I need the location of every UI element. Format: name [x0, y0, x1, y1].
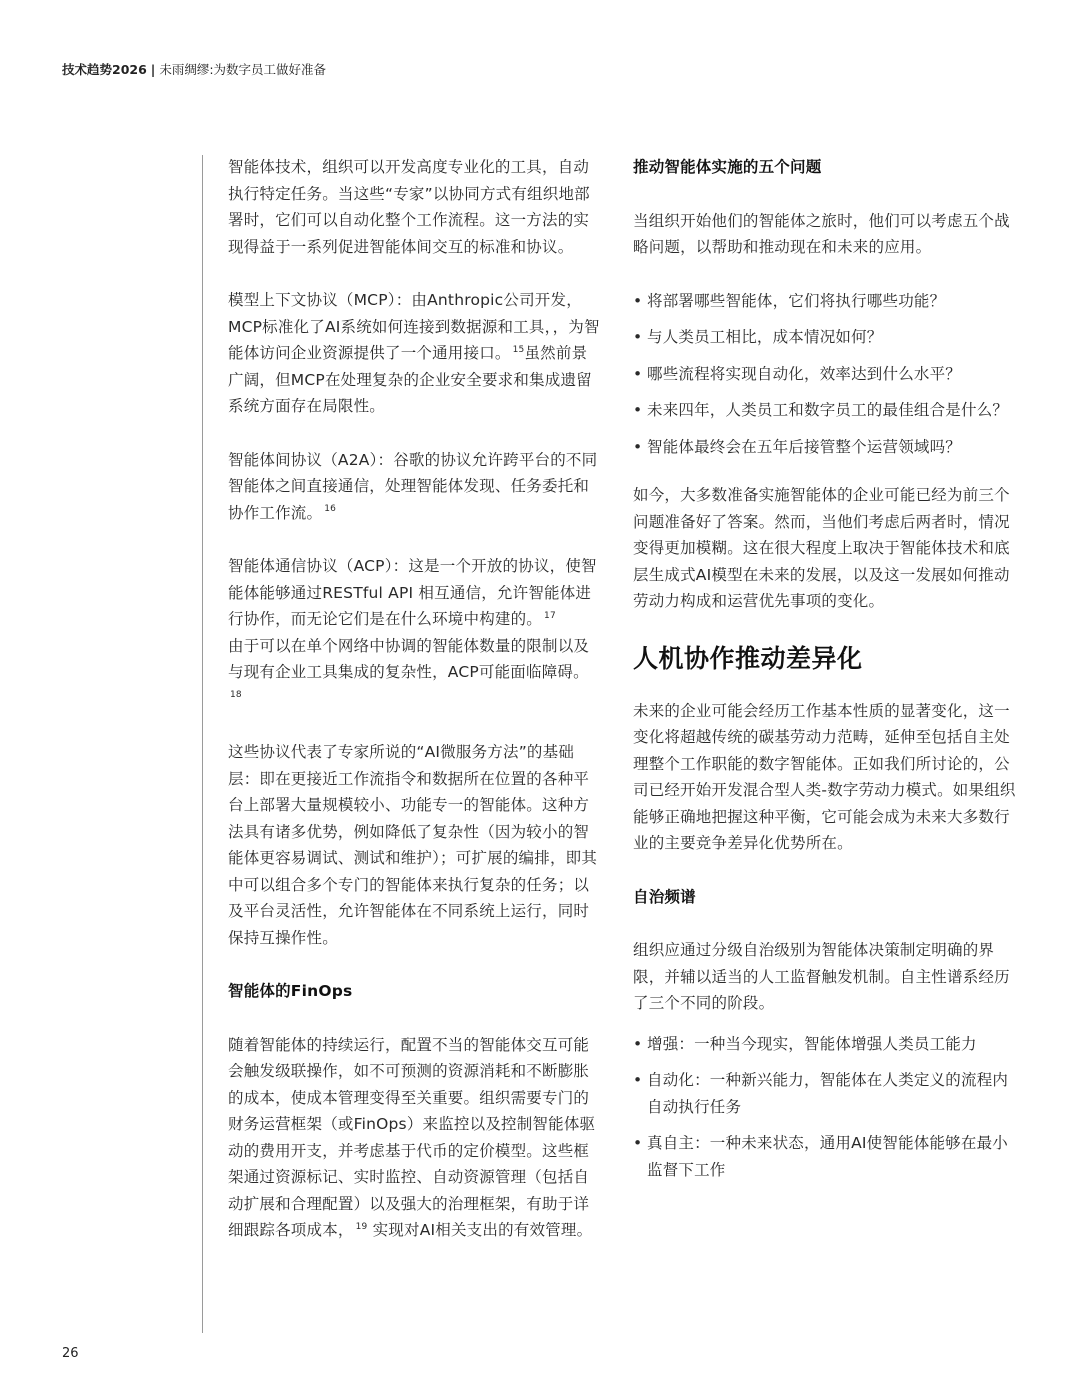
stages-list: [633, 1031, 1019, 1184]
section-heading: 人机协作推动差异化: [633, 643, 863, 673]
right-column: [633, 154, 1019, 1205]
footnote-ref[interactable]: 18: [230, 690, 242, 701]
left-column: [228, 154, 600, 1271]
column-rule: [202, 155, 203, 1333]
list-item: • 未来四年，人类员工和数字员工的最佳组合是什么？: [633, 397, 1019, 424]
paragraph-finops: 随着智能体的持续运行，配置不当的智能体交互可能会触发级联操作，如不可预测的资源消耗和不断膨胀的成本，使成本管理变得至关重要。组织需要专门的财务运营框架（或FinOps）来监控以及控制智能体驱动的费用开支，并考虑基于代币的定价模型。这些框架通过资源标记、实时监控、自动资源管理（包括自动扩展和合理配置）以及强大的治理框架，有助于详细跟踪各项成本， $^{19}$ 实现对AI相关支出的有效管理。: [228, 1035, 596, 1239]
list-item: • 增强：一种当今现实，智能体增强人类员工能力: [633, 1031, 1019, 1058]
footnote-ref[interactable]: 16: [324, 504, 337, 515]
paragraph: 智能体技术，组织可以开发高度专业化的工具，自动执行特定任务。当这些“专家”以协同方式有组织地部署时，它们可以自动化整个工作流程。这一方法的实现得益于一系列促进智能体间交互的标准和协议。: [228, 158, 590, 256]
questions-list: [633, 288, 1019, 461]
paragraph-mcp: 模型上下文协议（MCP）：由Anthropic公司开发，MCP标准化了AI系统如何连接到数据源和工具，，为智能体访问企业资源提供了一个通用接口。 $^{15}$虽然前景广阔，但MCP在处理复杂的企业安全要求和集成遗留系统方面存在局限性。: [228, 291, 600, 415]
series-title: 技术趋势2026: [62, 62, 147, 77]
heading-autonomy-spectrum: 自治频谱: [633, 887, 696, 906]
page-number: 26: [62, 1346, 79, 1361]
header-separator: |: [150, 62, 156, 77]
paragraph: 组织应通过分级自治级别为智能体决策制定明确的界限，并辅以适当的人工监督触发机制。自主性谱系经历了三个不同的阶段。: [633, 941, 1010, 1012]
header-subtitle: 未雨绸缪:为数字员工做好准备: [159, 62, 327, 77]
heading-finops: 智能体的FinOps: [228, 982, 353, 1000]
footnote-ref[interactable]: 15: [512, 344, 525, 355]
list-item: • 自动化：一种新兴能力，智能体在人类定义的流程内自动执行任务: [633, 1067, 1019, 1120]
paragraph: 如今，大多数准备实施智能体的企业可能已经为前三个问题准备好了答案。然而，当他们考虑后两者时，情况变得更加模糊。这在很大程度上取决于智能体技术和底层生成式AI模型在未来的发展，以及这一发展如何推动劳动力构成和运营优先事项的变化。: [633, 486, 1010, 610]
paragraph-acp: 智能体通信协议（ACP）：这是一个开放的协议，使智能体能够通过RESTful API 相互通信，允许智能体进行协作，而无论它们是在什么环境中构建的。 $^{17}$ 由于可以在单个网络中协调的智能体数量的限制以及与现有企业工具集成的复杂性，ACP可能面临障碍。$^{18}$: [228, 557, 597, 701]
list-item: • 与人类员工相比，成本情况如何？: [633, 324, 1019, 351]
paragraph: 当组织开始他们的智能体之旅时，他们可以考虑五个战略问题，以帮助和推动现在和未来的应用。: [633, 211, 1010, 256]
paragraph-a2a: 智能体间协议（A2A）：谷歌的协议允许跨平台的不同智能体之间直接通信，处理智能体发现、任务委托和协作工作流。 $^{16}$: [228, 450, 598, 522]
footnote-ref[interactable]: 17: [544, 610, 556, 621]
list-item: • 真自主：一种未来状态，通用AI使智能体能够在最小监督下工作: [633, 1130, 1019, 1183]
list-item: • 将部署哪些智能体，它们将执行哪些功能？: [633, 288, 1019, 315]
running-header: [62, 60, 326, 78]
footnote-ref[interactable]: 19: [355, 1221, 368, 1232]
list-item: • 哪些流程将实现自动化，效率达到什么水平？: [633, 361, 1019, 388]
list-item: • 智能体最终会在五年后接管整个运营领域吗？: [633, 434, 1019, 461]
paragraph: 这些协议代表了专家所说的“AI微服务方法”的基础层：即在更接近工作流指令和数据所在位置的各种平台上部署大量规模较小、功能专一的智能体。这种方法具有诸多优势，例如降低了复杂性（因为较小的智能体更容易调试、测试和维护）；可扩展的编排，即其中可以组合多个专门的智能体来执行复杂的任务；以及平台灵活性，允许智能体在不同系统上运行，同时保持互操作性。: [228, 743, 598, 947]
paragraph: 未来的企业可能会经历工作基本性质的显著变化，这一变化将超越传统的碳基劳动力范畴，延伸至包括自主处理整个工作职能的数字智能体。正如我们所讨论的，公司已经开始开发混合型人类-数字劳动力模式。如果组织能够正确地把握这种平衡，它可能会成为未来大多数行业的主要竞争差异化优势所在。: [633, 701, 1016, 852]
heading-five-questions: 推动智能体实施的五个问题: [633, 158, 822, 176]
